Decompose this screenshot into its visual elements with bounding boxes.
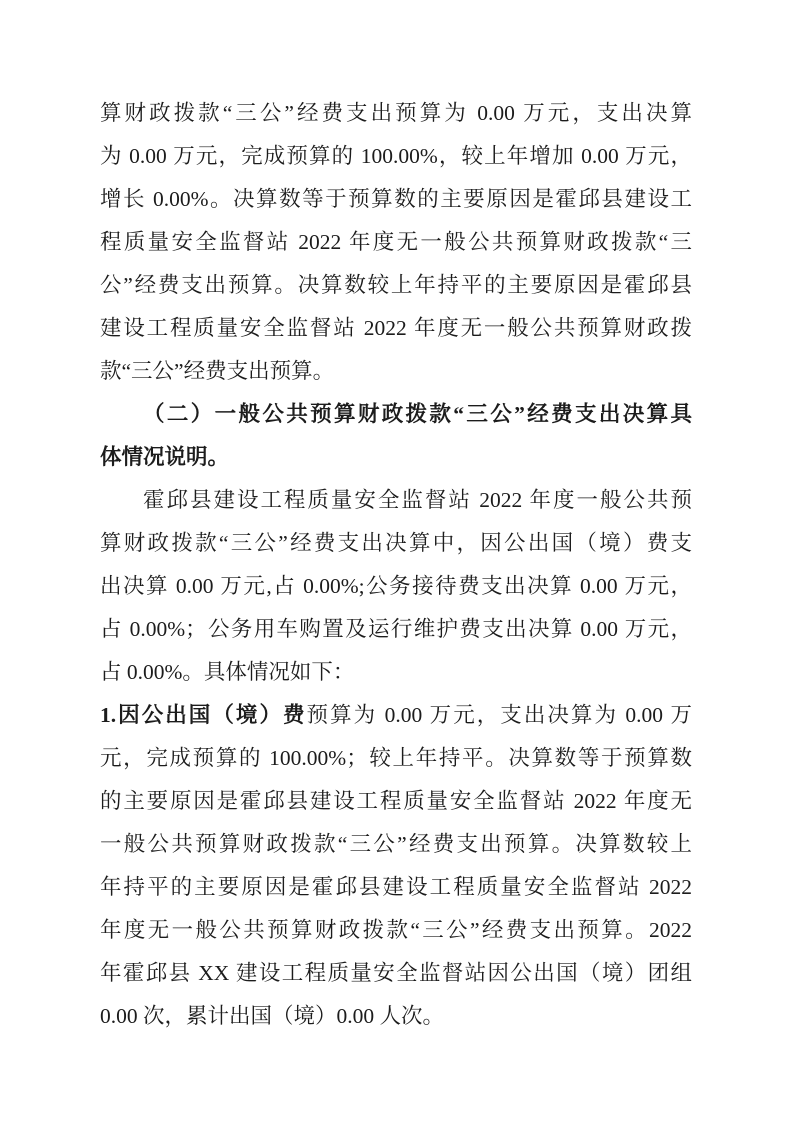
list-item-label: 1.因公出国（境）费: [100, 703, 307, 727]
document-line: 为 0.00 万元，完成预算的 100.00%，较上年增加 0.00 万元，: [100, 144, 692, 168]
document-line: 出决算 0.00 万元,占 0.00%;公务接待费支出决算 0.00 万元，: [100, 574, 692, 598]
document-line: 款“三公”经费支出预算。: [100, 359, 335, 383]
document-text-block: [100, 92, 692, 1038]
document-line: 算财政拨款“三公”经费支出决算中，因公出国（境）费支: [100, 531, 692, 555]
document-line: 一般公共预算财政拨款“三公”经费支出预算。决算数较上: [100, 832, 692, 856]
document-line: 建设工程质量安全监督站 2022 年度无一般公共预算财政拨: [100, 316, 692, 340]
document-line: [100, 694, 692, 737]
document-line: 年霍邱县 XX 建设工程质量安全监督站因公出国（境）团组: [100, 961, 692, 985]
document-line: 霍邱县建设工程质量安全监督站 2022 年度一般公共预: [143, 488, 692, 512]
document-line-text: 预算为 0.00 万元，支出决算为 0.00 万: [306, 703, 692, 727]
document-line: 年持平的主要原因是霍邱县建设工程质量安全监督站 2022: [100, 875, 692, 899]
document-line: 算财政拨款“三公”经费支出预算为 0.00 万元，支出决算: [100, 101, 692, 125]
document-line: 程质量安全监督站 2022 年度无一般公共预算财政拨款“三: [100, 230, 692, 254]
section-heading-line: 体情况说明。: [100, 445, 230, 469]
document-line: 的主要原因是霍邱县建设工程质量安全监督站 2022 年度无: [100, 789, 692, 813]
document-line: 占 0.00%；公务用车购置及运行维护费支出决算 0.00 万元，: [100, 617, 692, 641]
section-heading-line: （二）一般公共预算财政拨款“三公”经费支出决算具: [143, 402, 692, 426]
document-line: 占 0.00%。具体情况如下：: [100, 660, 355, 684]
document-line: 年度无一般公共预算财政拨款“三公”经费支出预算。2022: [100, 918, 692, 942]
document-line: 0.00 次，累计出国（境）0.00 人次。: [100, 1004, 445, 1028]
document-line: 公”经费支出预算。决算数较上年持平的主要原因是霍邱县: [100, 273, 692, 297]
document-line: 元，完成预算的 100.00%；较上年持平。决算数等于预算数: [100, 746, 692, 770]
document-line: 增长 0.00%。决算数等于预算数的主要原因是霍邱县建设工: [100, 187, 692, 211]
